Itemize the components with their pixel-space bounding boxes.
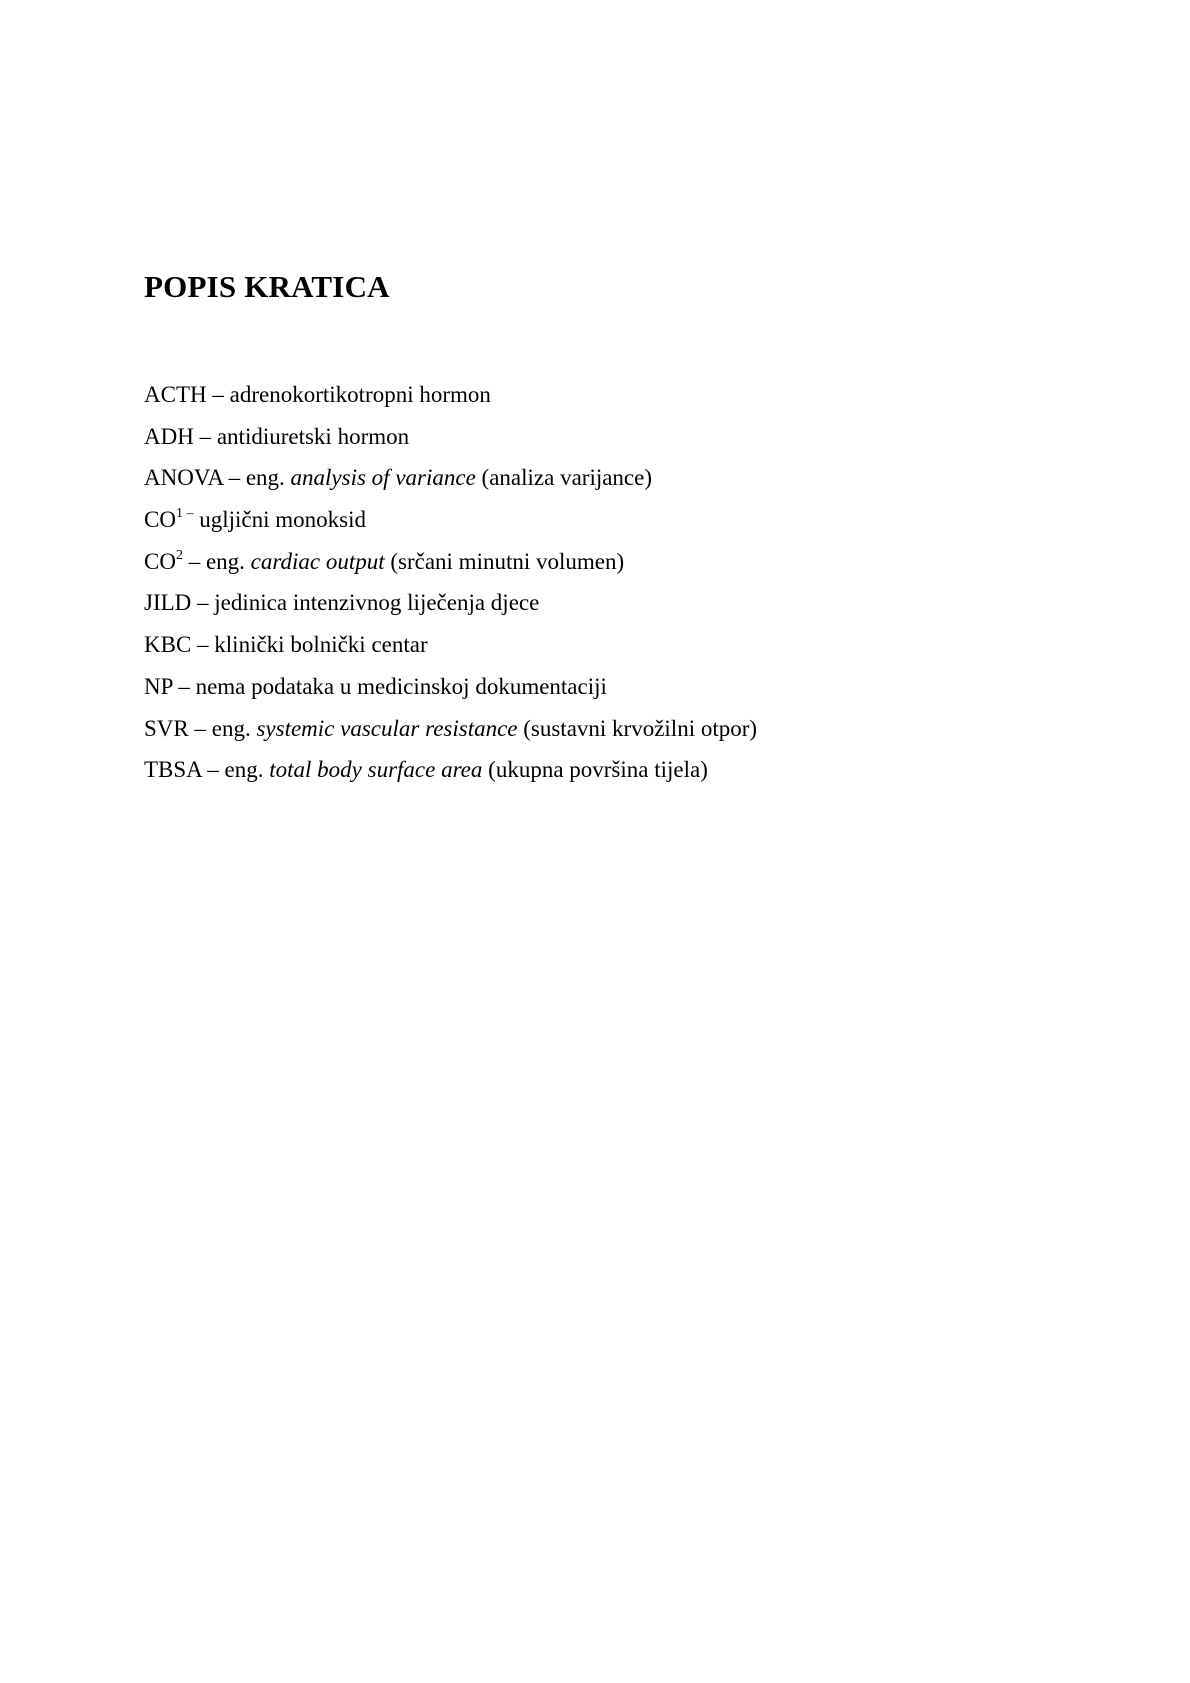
abbreviation-entry xyxy=(144,708,757,750)
language-prefix: eng. xyxy=(245,465,291,491)
abbreviation: ANOVA xyxy=(144,465,223,491)
english-term: total body surface area xyxy=(269,757,483,783)
separator: – xyxy=(193,423,217,449)
definition: nema podataka u medicinskoj dokumentaciji xyxy=(195,673,607,699)
abbreviation-entry xyxy=(144,666,757,708)
definition: ugljični monoksid xyxy=(193,507,366,533)
english-term: systemic vascular resistance xyxy=(256,715,518,741)
separator: – xyxy=(188,715,212,741)
abbreviation: ACTH xyxy=(144,382,207,407)
abbreviation-list xyxy=(144,374,757,791)
abbreviation-entry xyxy=(144,416,757,458)
abbreviation-entry xyxy=(144,499,757,541)
abbreviation: ADH xyxy=(144,423,194,449)
separator: – xyxy=(206,382,230,407)
definition: jedinica intenzivnog liječenja djece xyxy=(214,590,540,616)
abbreviation: KBC xyxy=(144,632,192,658)
definition: adrenokortikotropni hormon xyxy=(229,382,491,407)
separator: – xyxy=(201,757,225,783)
language-prefix: eng. xyxy=(211,715,257,741)
abbreviation-entry xyxy=(144,374,757,416)
superscript: 2 xyxy=(175,548,183,564)
abbreviation: CO xyxy=(144,548,176,574)
page-title: POPIS KRATICA xyxy=(144,269,390,304)
abbreviation-entry xyxy=(144,582,757,624)
abbreviation: NP xyxy=(144,673,173,699)
english-term: cardiac output xyxy=(250,548,385,574)
language-prefix: eng. xyxy=(224,757,270,783)
translation-note: (srčani minutni volumen) xyxy=(384,548,625,574)
abbreviation: CO xyxy=(144,507,176,533)
abbreviation: SVR xyxy=(144,715,189,741)
abbreviation: TBSA xyxy=(144,757,202,783)
abbreviation-entry xyxy=(144,457,757,499)
separator: – xyxy=(191,590,215,616)
english-term: analysis of variance xyxy=(290,465,476,491)
definition: antidiuretski hormon xyxy=(216,423,410,449)
translation-note: (sustavni krvožilni otpor) xyxy=(517,715,758,741)
definition: klinički bolnički centar xyxy=(214,632,428,658)
translation-note: (ukupna površina tijela) xyxy=(482,757,708,783)
translation-note: (analiza varijance) xyxy=(475,465,653,491)
separator: – xyxy=(191,632,215,658)
separator: – xyxy=(182,548,206,574)
abbreviation-entry xyxy=(144,624,757,666)
language-prefix: eng. xyxy=(205,548,251,574)
superscript: 1 – xyxy=(175,506,194,522)
separator: – xyxy=(172,673,196,699)
abbreviation-entry xyxy=(144,749,757,791)
abbreviation: JILD xyxy=(144,590,192,616)
separator: – xyxy=(222,465,246,491)
abbreviation-entry xyxy=(144,541,757,583)
